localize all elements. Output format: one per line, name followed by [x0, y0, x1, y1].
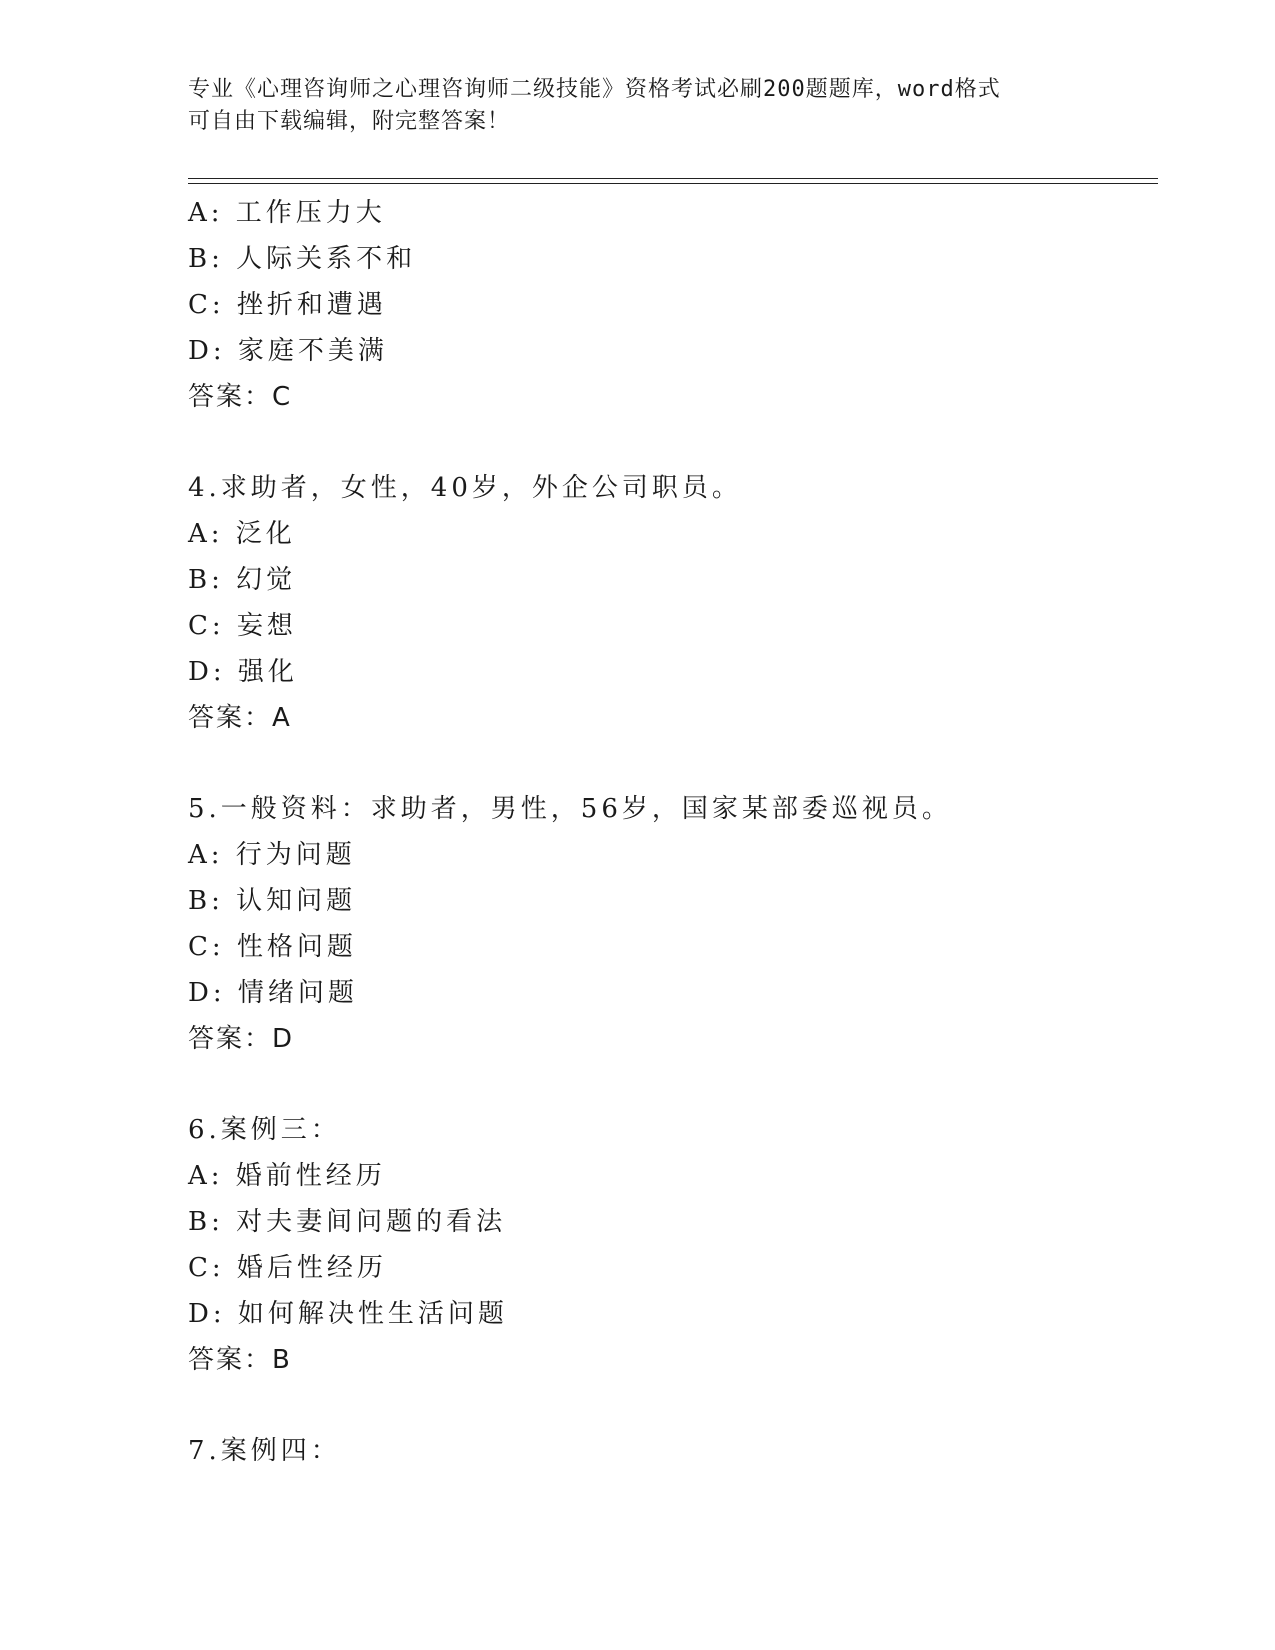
- question-block-5: [188, 786, 1148, 1062]
- option-c: C: 婚后性经历: [188, 1253, 387, 1283]
- spacer: [188, 741, 1148, 786]
- header-divider-bottom: [188, 183, 1158, 184]
- option-d: D: 家庭不美满: [188, 336, 388, 366]
- spacer: [188, 1062, 1148, 1107]
- option-b: B: 对夫妻间问题的看法: [188, 1207, 507, 1237]
- option-a: A: 行为问题: [188, 840, 356, 870]
- option-d: D: 如何解决性生活问题: [188, 1299, 508, 1329]
- question-block-4: [188, 465, 1148, 741]
- spacer: [188, 420, 1148, 465]
- option-c: C: 挫折和遭遇: [188, 290, 387, 320]
- option-c: C: 妄想: [188, 611, 297, 641]
- question-text: 5.一般资料：求助者，男性，56岁，国家某部委巡视员。: [188, 794, 952, 824]
- question-block-7: [188, 1428, 1148, 1474]
- question-block-6: [188, 1107, 1148, 1383]
- question-text: 4.求助者，女性，40岁，外企公司职员。: [188, 473, 742, 503]
- question-text: 6.案例三：: [188, 1115, 341, 1145]
- question-block-3: [188, 190, 1148, 420]
- option-d: D: 情绪问题: [188, 978, 358, 1008]
- header-title-line-2: 可自由下载编辑，附完整答案！: [188, 109, 511, 134]
- option-b: B: 幻觉: [188, 565, 297, 595]
- option-a: A: 婚前性经历: [188, 1161, 386, 1191]
- question-list: [188, 190, 1148, 1474]
- header-title-line-1: 专业《心理咨询师之心理咨询师二级技能》资格考试必刷200题题库，word格式: [188, 77, 1001, 102]
- option-b: B: 人际关系不和: [188, 244, 417, 274]
- question-text: 7.案例四：: [188, 1436, 341, 1466]
- answer: 答案：B: [188, 1345, 292, 1375]
- option-a: A: 工作压力大: [188, 198, 386, 228]
- document-header: [188, 74, 1088, 138]
- option-c: C: 性格问题: [188, 932, 357, 962]
- spacer: [188, 1383, 1148, 1428]
- option-a: A: 泛化: [188, 519, 296, 549]
- option-b: B: 认知问题: [188, 886, 357, 916]
- answer: 答案：C: [188, 382, 293, 412]
- answer: 答案：A: [188, 703, 292, 733]
- header-divider-top: [188, 178, 1158, 179]
- answer: 答案：D: [188, 1024, 295, 1054]
- option-d: D: 强化: [188, 657, 298, 687]
